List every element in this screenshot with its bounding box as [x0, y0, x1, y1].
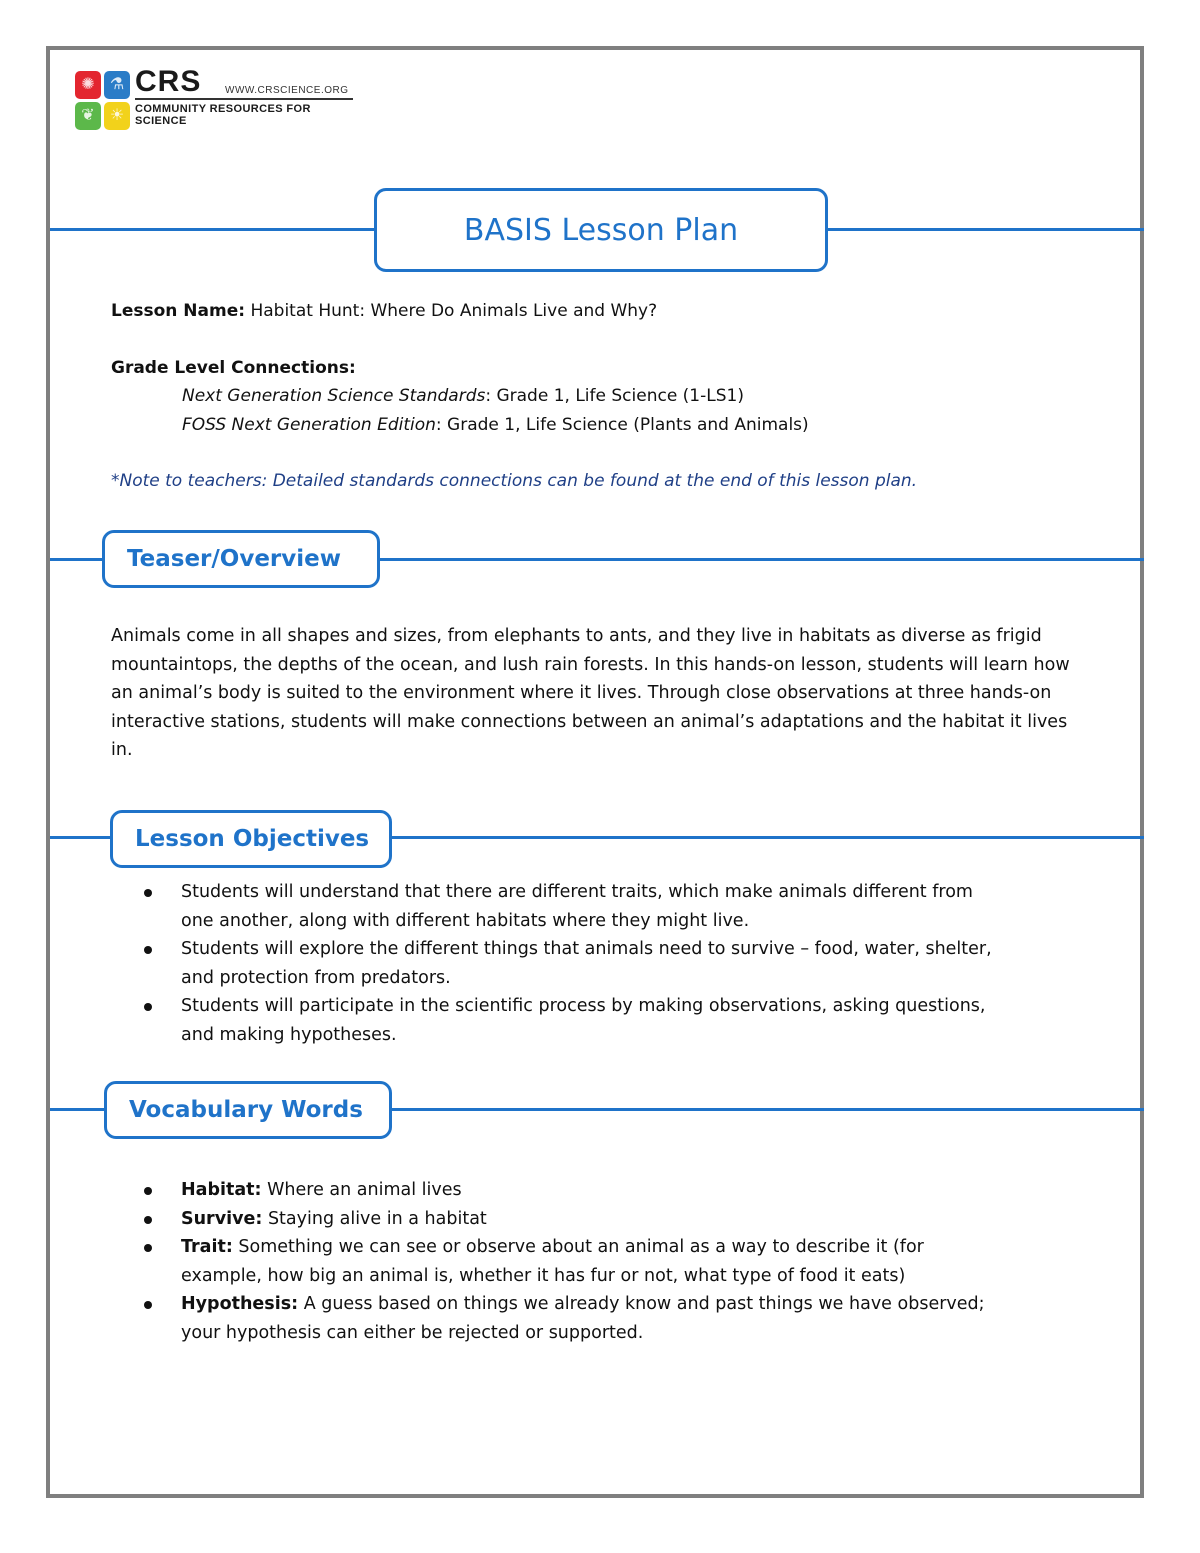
teacher-note: *Note to teachers: Detailed standards connections can be found at the end of this lesson plan.: [111, 471, 918, 491]
logo-divider: [135, 98, 353, 100]
vocab-definition: A guess based on things we already know and past things we have observed; your hypothesis can either be rejected or supported.: [181, 1294, 985, 1343]
page-title: BASIS Lesson Plan: [374, 188, 828, 272]
list-item: Students will participate in the scientific process by making observations, asking questions, and making hypotheses.: [142, 992, 1002, 1049]
logo-tiles: [75, 71, 131, 131]
logo-tile-yellow: [104, 102, 130, 130]
vocab-definition: Staying alive in a habitat: [262, 1208, 487, 1229]
foss-line: [182, 411, 809, 439]
list-item: [142, 1176, 1002, 1205]
crs-logo: [75, 65, 365, 133]
vocabulary-list: [142, 1176, 1002, 1348]
logo-tile-red: [75, 71, 101, 99]
vocabulary-heading: Vocabulary Words: [104, 1081, 392, 1139]
grade-level-heading: Grade Level Connections:: [111, 358, 356, 378]
objectives-heading: Lesson Objectives: [110, 810, 392, 868]
lesson-name-line: [111, 297, 657, 325]
overview-paragraph: Animals come in all shapes and sizes, from elephants to ants, and they live in habitats as diverse as frigid mountaintops, the depths of the ocean, and lush rain forests. In this hands-on lesson, students will learn how an animal’s body is suited to the environment where it lives. Through close observations at three hands-on interactive stations, students will make connections between an animal’s adaptations and the habitat it lives in.: [111, 626, 1070, 761]
lesson-name-value: Habitat Hunt: Where Do Animals Live and Why?: [245, 301, 658, 321]
vocab-term: Hypothesis:: [181, 1294, 299, 1315]
foss-value: : Grade 1, Life Science (Plants and Animals): [435, 415, 809, 435]
list-item: [142, 1290, 1002, 1347]
list-item: [142, 1233, 1002, 1290]
vocab-term: Survive:: [181, 1208, 263, 1229]
overview-heading: Teaser/Overview: [102, 530, 380, 588]
objectives-list: [142, 878, 1002, 1050]
list-item: Students will explore the different things that animals need to survive – food, water, shelter, and protection from predators.: [142, 935, 1002, 992]
foss-label: FOSS Next Generation Edition: [182, 415, 436, 435]
ngss-value: : Grade 1, Life Science (1-LS1): [485, 386, 744, 406]
list-item: [142, 1205, 1002, 1234]
vocab-definition: Where an animal lives: [261, 1180, 462, 1200]
logo-tagline: COMMUNITY RESOURCES FOR SCIENCE: [135, 103, 311, 127]
ngss-label: Next Generation Science Standards: [182, 386, 486, 406]
sun-icon: ☀: [109, 107, 125, 124]
logo-tile-green: [75, 102, 101, 130]
leaf-icon: ❦: [81, 107, 95, 124]
logo-tile-blue: [104, 71, 130, 99]
list-item: Students will understand that there are different traits, which make animals different from one another, along with different habitats where they might live.: [142, 878, 1002, 935]
vocab-term: Trait:: [181, 1237, 233, 1258]
flask-icon: ⚗: [109, 76, 125, 93]
vocab-term: Habitat:: [181, 1180, 262, 1200]
lesson-name-label: Lesson Name:: [111, 301, 246, 321]
atom-icon: ✺: [81, 76, 95, 93]
logo-url: WWW.CRSCIENCE.ORG: [225, 85, 349, 96]
vocab-definition: Something we can see or observe about an animal as a way to describe it (for example, how big an animal is, whether it has fur or not, what type of food it eats): [181, 1237, 924, 1286]
ngss-line: [182, 382, 744, 410]
logo-name: CRS: [135, 65, 202, 98]
